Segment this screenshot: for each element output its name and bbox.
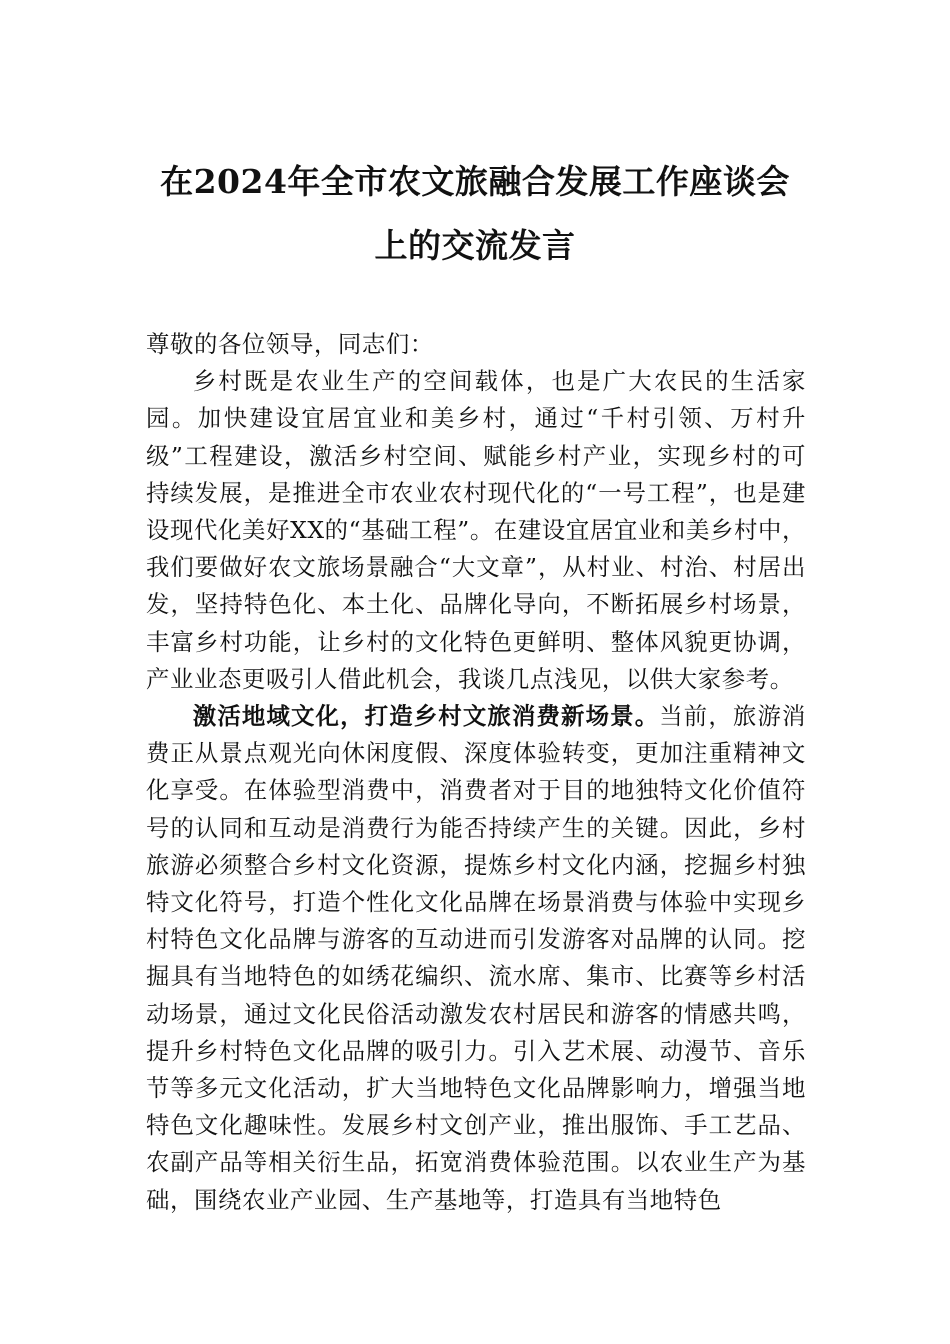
- title-line-2: 上的交流发言: [374, 226, 576, 265]
- document-title: [120, 150, 830, 278]
- paragraph-intro: 乡村既是农业生产的空间载体，也是广大农民的生活家园。加快建设宜居宜业和美乡村，通过“千村引领、万村升级”工程建设，激活乡村空间、赋能乡村产业，实现乡村的可持续发展，是推进全市农业农村现代化的“一号工程”，也是建设现代化美好XX的“基础工程”。在建设宜居宜业和美乡村中，我们要做好农文旅场景融合“大文章”，从村业、村治、村居出发，坚持特色化、本土化、品牌化导向，不断拓展乡村场景，丰富乡村功能，让乡村的文化特色更鲜明、整体风貌更协调，产业业态更吸引人借此机会，我谈几点浅见，以供大家参考。: [146, 367, 806, 693]
- section-heading: 激活地域文化，打造乡村文旅消费新场景。: [192, 702, 660, 731]
- section-body: 当前，旅游消费正从景点观光向休闲度假、深度体验转变，更加注重精神文化享受。在体验型消费中，消费者对于目的地独特文化价值符号的认同和互动是消费行为能否持续产生的关键。因此，乡村旅游必须整合乡村文化资源，提炼乡村文化内涵，挖掘乡村独特文化符号，打造个性化文化品牌在场景消费与体验中实现乡村特色文化品牌与游客的互动进而引发游客对品牌的认同。挖掘具有当地特色的如绣花编织、流水席、集市、比赛等乡村活动场景，通过文化民俗活动激发农村居民和游客的情感共鸣，提升乡村特色文化品牌的吸引力。引入艺术展、动漫节、音乐节等多元文化活动，扩大当地特色文化品牌影响力，增强当地特色文化趣味性。发展乡村文创产业，推出服饰、手工艺品、农副产品等相关衍生品，拓宽消费体验范围。以农业生产为基础，围绕农业产业园、生产基地等，打造具有当地特色: [146, 702, 806, 1214]
- document-body: [146, 326, 806, 1219]
- paragraph-section-1: [146, 698, 806, 1219]
- title-line-1: 在2024年全市农文旅融合发展工作座谈会: [160, 162, 790, 201]
- salutation: 尊敬的各位领导，同志们：: [146, 330, 434, 358]
